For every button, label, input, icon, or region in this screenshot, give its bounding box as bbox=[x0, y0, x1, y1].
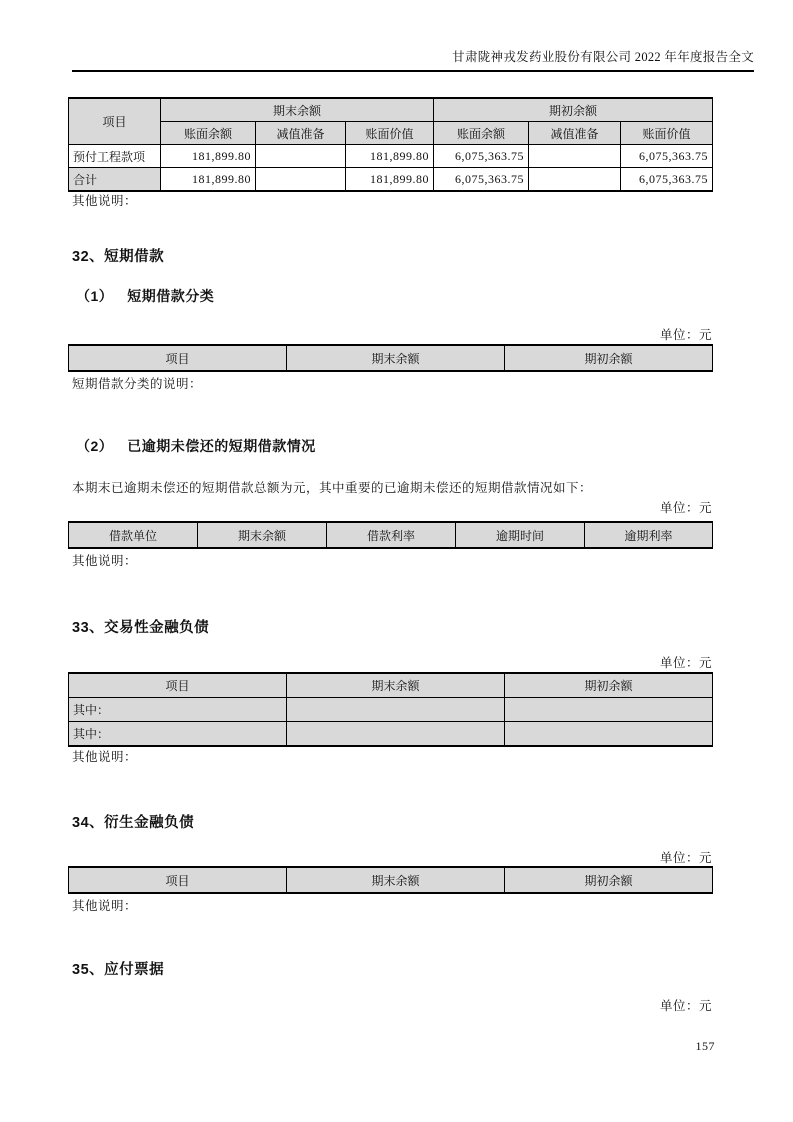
cell-value: 181,899.80 bbox=[161, 145, 256, 168]
column-header-closing-balance: 期末余额 bbox=[198, 522, 327, 548]
derivative-financial-liabilities-table bbox=[68, 866, 713, 894]
table-total-row bbox=[69, 168, 713, 192]
other-note-label: 其他说明： bbox=[72, 750, 138, 764]
page-number: 157 bbox=[695, 1039, 715, 1053]
table-header-row bbox=[69, 522, 713, 548]
subsection-title-text: 短期借款分类 bbox=[127, 288, 215, 304]
other-note-label: 其他说明： bbox=[72, 899, 138, 913]
table-header-row bbox=[69, 867, 713, 893]
row-label-including: 其中： bbox=[69, 698, 287, 722]
other-note-label: 其他说明： bbox=[72, 194, 138, 208]
table-subheader-row bbox=[69, 122, 713, 145]
header-divider-rule bbox=[72, 70, 754, 72]
row-label: 预付工程款项 bbox=[69, 145, 161, 168]
subsection-number: （2） bbox=[76, 438, 114, 454]
subheader-book-balance: 账面余额 bbox=[434, 122, 529, 145]
section-32-2-title bbox=[76, 436, 316, 456]
subheader-book-balance: 账面余额 bbox=[161, 122, 256, 145]
subsection-title-text: 已逾期未偿还的短期借款情况 bbox=[127, 438, 316, 454]
unit-label: 单位：元 bbox=[659, 501, 712, 515]
cell-value: 181,899.80 bbox=[161, 168, 256, 192]
unit-label: 单位：元 bbox=[659, 328, 712, 342]
table-row bbox=[69, 145, 713, 168]
column-header-item: 项目 bbox=[69, 867, 287, 893]
cell-value: 6,075,363.75 bbox=[434, 145, 529, 168]
section-33-title: 33、交易性金融负债 bbox=[72, 620, 210, 636]
column-header-borrower: 借款单位 bbox=[69, 522, 198, 548]
column-header-loan-rate: 借款利率 bbox=[327, 522, 456, 548]
cell-value bbox=[287, 722, 505, 747]
column-header-item: 项目 bbox=[69, 673, 287, 698]
column-header-opening-balance: 期初余额 bbox=[505, 867, 713, 893]
unit-label: 单位：元 bbox=[659, 656, 712, 670]
column-header-closing-balance: 期末余额 bbox=[287, 867, 505, 893]
section-32-title: 32、短期借款 bbox=[72, 249, 165, 265]
table-header-row bbox=[69, 345, 713, 371]
cell-value bbox=[529, 168, 621, 192]
cell-value bbox=[256, 168, 346, 192]
subheader-carrying-value: 账面价值 bbox=[346, 122, 434, 145]
row-label-total: 合计 bbox=[69, 168, 161, 192]
column-header-closing-balance: 期末余额 bbox=[287, 345, 505, 371]
cell-value bbox=[287, 698, 505, 722]
subheader-impairment: 减值准备 bbox=[529, 122, 621, 145]
prepayments-table bbox=[68, 97, 713, 192]
table-row bbox=[69, 698, 713, 722]
subheader-carrying-value: 账面价值 bbox=[621, 122, 713, 145]
column-header-overdue-time: 逾期时间 bbox=[456, 522, 585, 548]
column-header-opening-balance: 期初余额 bbox=[505, 345, 713, 371]
cell-value: 6,075,363.75 bbox=[621, 145, 713, 168]
cell-value bbox=[256, 145, 346, 168]
other-note-label: 其他说明： bbox=[72, 554, 138, 568]
page-header-title: 甘肃陇神戎发药业股份有限公司 2022 年年度报告全文 bbox=[452, 50, 754, 64]
table-row bbox=[69, 722, 713, 747]
subheader-impairment: 减值准备 bbox=[256, 122, 346, 145]
cell-value: 6,075,363.75 bbox=[434, 168, 529, 192]
row-label-including: 其中： bbox=[69, 722, 287, 747]
cell-value: 6,075,363.75 bbox=[621, 168, 713, 192]
cell-value: 181,899.80 bbox=[346, 145, 434, 168]
unit-label: 单位：元 bbox=[659, 999, 712, 1013]
column-header-item: 项目 bbox=[69, 98, 161, 145]
unit-label: 单位：元 bbox=[659, 851, 712, 865]
overdue-loans-paragraph: 本期末已逾期未偿还的短期借款总额为元，其中重要的已逾期未偿还的短期借款情况如下： bbox=[72, 481, 593, 495]
column-header-overdue-rate: 逾期利率 bbox=[585, 522, 713, 548]
section-34-title: 34、衍生金融负债 bbox=[72, 815, 195, 831]
section-32-1-title bbox=[76, 286, 214, 306]
short-term-loan-classification-table bbox=[68, 344, 713, 372]
column-header-opening-balance: 期初余额 bbox=[505, 673, 713, 698]
cell-value bbox=[505, 698, 713, 722]
cell-value bbox=[505, 722, 713, 747]
loan-classification-note-label: 短期借款分类的说明： bbox=[72, 377, 203, 391]
table-header-row bbox=[69, 673, 713, 698]
section-35-title: 35、应付票据 bbox=[72, 962, 165, 978]
subsection-number: （1） bbox=[76, 288, 114, 304]
column-header-item: 项目 bbox=[69, 345, 287, 371]
column-header-closing-balance: 期末余额 bbox=[287, 673, 505, 698]
column-header-opening-balance: 期初余额 bbox=[434, 98, 713, 122]
column-header-closing-balance: 期末余额 bbox=[161, 98, 434, 122]
trading-financial-liabilities-table bbox=[68, 672, 713, 747]
cell-value bbox=[529, 145, 621, 168]
table-header-row bbox=[69, 98, 713, 122]
overdue-loans-table bbox=[68, 521, 713, 549]
cell-value: 181,899.80 bbox=[346, 168, 434, 192]
